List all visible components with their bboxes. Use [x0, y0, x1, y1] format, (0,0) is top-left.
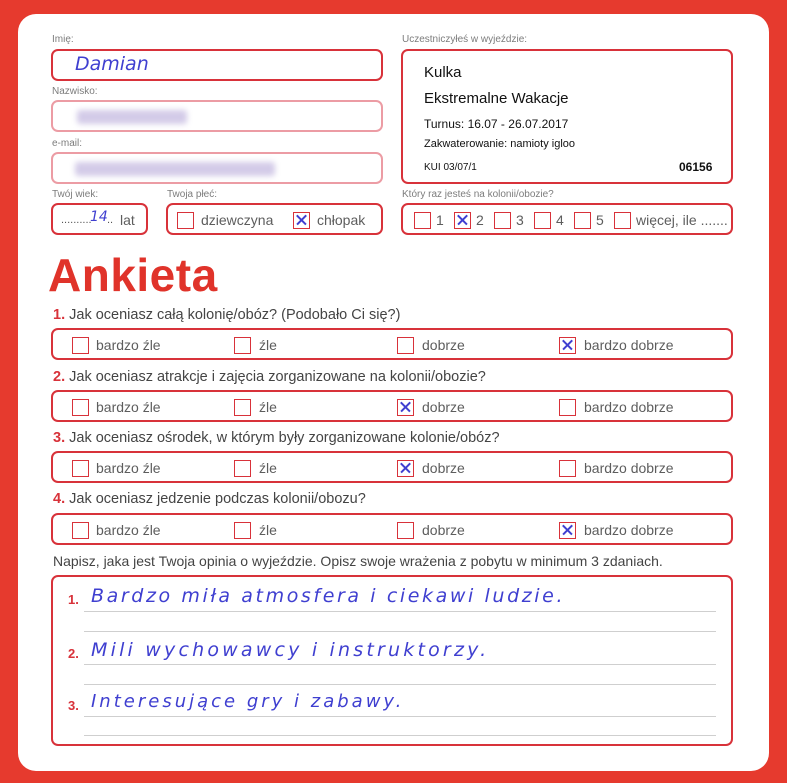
q3-label-good: dobrze: [422, 460, 465, 476]
age-field[interactable]: [51, 203, 148, 235]
q1-label-very-good: bardzo dobrze: [584, 337, 674, 353]
times-label-2: 2: [476, 212, 484, 228]
opinion-line-1b: [84, 631, 716, 632]
opinion-3-text: Interesujące gry i zabawy.: [91, 691, 405, 712]
q1-checkbox-very-bad[interactable]: [72, 337, 89, 354]
opinion-line-2b: [84, 684, 716, 685]
question-3-options: [51, 451, 733, 483]
q3-checkbox-very-good[interactable]: [559, 460, 576, 477]
opinion-3-number: 3.: [68, 698, 79, 713]
age-dots-right: ..: [107, 214, 114, 226]
question-1-text: Jak oceniasz całą kolonię/obóz? (Podobało Ci się?): [69, 307, 401, 323]
q1-label-very-bad: bardzo źle: [96, 337, 161, 353]
question-4-options: [51, 513, 733, 545]
question-2: [53, 369, 486, 385]
question-4: [53, 491, 366, 507]
times-label-5: 5: [596, 212, 604, 228]
question-3: [53, 430, 500, 446]
gender-checkbox-boy[interactable]: [293, 212, 310, 229]
age-value: 14: [90, 209, 108, 225]
name-label: Imię:: [52, 34, 74, 45]
opinion-line-3: [84, 716, 716, 717]
opinion-line-3b: [84, 735, 716, 736]
q2-checkbox-bad[interactable]: [234, 399, 251, 416]
email-label: e-mail:: [52, 138, 83, 149]
opinion-1-number: 1.: [68, 592, 79, 607]
gender-field: [166, 203, 383, 235]
gender-label: Twoja płeć:: [167, 189, 218, 200]
opinion-1-text: Bardzo miła atmosfera i ciekawi ludzie.: [91, 585, 566, 607]
times-checkbox-3[interactable]: [494, 212, 511, 229]
question-3-number: 3.: [53, 430, 66, 446]
surname-redacted: [77, 110, 187, 124]
times-checkbox-5[interactable]: [574, 212, 591, 229]
opinion-2-text: Mili wychowawcy i instruktorzy.: [91, 639, 490, 661]
q2-label-bad: źle: [259, 399, 277, 415]
surname-label: Nazwisko:: [52, 86, 98, 97]
survey-title: Ankieta: [48, 249, 218, 301]
q2-checkbox-very-bad[interactable]: [72, 399, 89, 416]
q3-label-very-good: bardzo dobrze: [584, 460, 674, 476]
question-3-text: Jak oceniasz ośrodek, w którym były zorganizowane kolonie/obóz?: [69, 430, 500, 446]
q4-label-very-good: bardzo dobrze: [584, 522, 674, 538]
age-unit: lat: [120, 212, 135, 228]
q3-checkbox-good[interactable]: [397, 460, 414, 477]
q1-checkbox-bad[interactable]: [234, 337, 251, 354]
camp-name: Ekstremalne Wakacje: [424, 90, 569, 107]
q2-label-good: dobrze: [422, 399, 465, 415]
q4-checkbox-good[interactable]: [397, 522, 414, 539]
email-field[interactable]: [51, 152, 383, 184]
age-dots-left: ..........: [61, 214, 92, 226]
question-1: [53, 307, 400, 323]
q3-checkbox-very-bad[interactable]: [72, 460, 89, 477]
q4-checkbox-bad[interactable]: [234, 522, 251, 539]
question-4-text: Jak oceniasz jedzenie podczas kolonii/obozu?: [69, 491, 366, 507]
q1-checkbox-very-good[interactable]: [559, 337, 576, 354]
camp-number: 06156: [679, 160, 713, 174]
q4-label-good: dobrze: [422, 522, 465, 538]
q3-label-bad: źle: [259, 460, 277, 476]
question-2-number: 2.: [53, 369, 66, 385]
camp-code: KUI 03/07/1: [424, 162, 477, 173]
age-label: Twój wiek:: [52, 189, 99, 200]
question-2-options: [51, 390, 733, 422]
q2-label-very-bad: bardzo źle: [96, 399, 161, 415]
opinion-prompt: Napisz, jaka jest Twoja opinia o wyjeździe. Opisz swoje wrażenia z pobytu w minimum 3 zdaniach.: [53, 553, 663, 569]
q4-checkbox-very-bad[interactable]: [72, 522, 89, 539]
times-label-4: 4: [556, 212, 564, 228]
gender-label-boy: chłopak: [317, 212, 366, 228]
camp-turnus: Turnus: 16.07 - 26.07.2017: [424, 117, 569, 131]
question-4-number: 4.: [53, 491, 66, 507]
q1-checkbox-good[interactable]: [397, 337, 414, 354]
opinion-2-number: 2.: [68, 646, 79, 661]
question-1-options: [51, 328, 733, 360]
q1-label-bad: źle: [259, 337, 277, 353]
camp-accommodation: Zakwaterowanie: namioty igloo: [424, 138, 576, 150]
gender-checkbox-girl[interactable]: [177, 212, 194, 229]
opinion-line-2: [84, 664, 716, 665]
q3-checkbox-bad[interactable]: [234, 460, 251, 477]
times-checkbox-1[interactable]: [414, 212, 431, 229]
times-label-1: 1: [436, 212, 444, 228]
times-label-3: 3: [516, 212, 524, 228]
times-field: [401, 203, 733, 235]
opinion-line-1: [84, 611, 716, 612]
times-checkbox-4[interactable]: [534, 212, 551, 229]
q2-checkbox-very-good[interactable]: [559, 399, 576, 416]
question-1-number: 1.: [53, 307, 66, 323]
q1-label-good: dobrze: [422, 337, 465, 353]
camp-label: Uczestniczyłeś w wyjeździe:: [402, 34, 528, 45]
camp-organizer: Kulka: [424, 64, 462, 81]
q4-label-bad: źle: [259, 522, 277, 538]
q4-checkbox-very-good[interactable]: [559, 522, 576, 539]
question-2-text: Jak oceniasz atrakcje i zajęcia zorganizowane na kolonii/obozie?: [69, 369, 486, 385]
email-redacted: [75, 162, 275, 176]
gender-label-girl: dziewczyna: [201, 212, 274, 228]
q2-checkbox-good[interactable]: [397, 399, 414, 416]
times-checkbox-more[interactable]: [614, 212, 631, 229]
times-label-more: więcej, ile .......: [636, 212, 728, 228]
q3-label-very-bad: bardzo źle: [96, 460, 161, 476]
times-checkbox-2[interactable]: [454, 212, 471, 229]
times-label: Który raz jesteś na kolonii/obozie?: [402, 189, 554, 200]
q4-label-very-bad: bardzo źle: [96, 522, 161, 538]
surname-field[interactable]: [51, 100, 383, 132]
q2-label-very-good: bardzo dobrze: [584, 399, 674, 415]
camp-info-box: [401, 49, 733, 184]
name-field[interactable]: [51, 49, 383, 81]
name-value: Damian: [75, 53, 149, 75]
